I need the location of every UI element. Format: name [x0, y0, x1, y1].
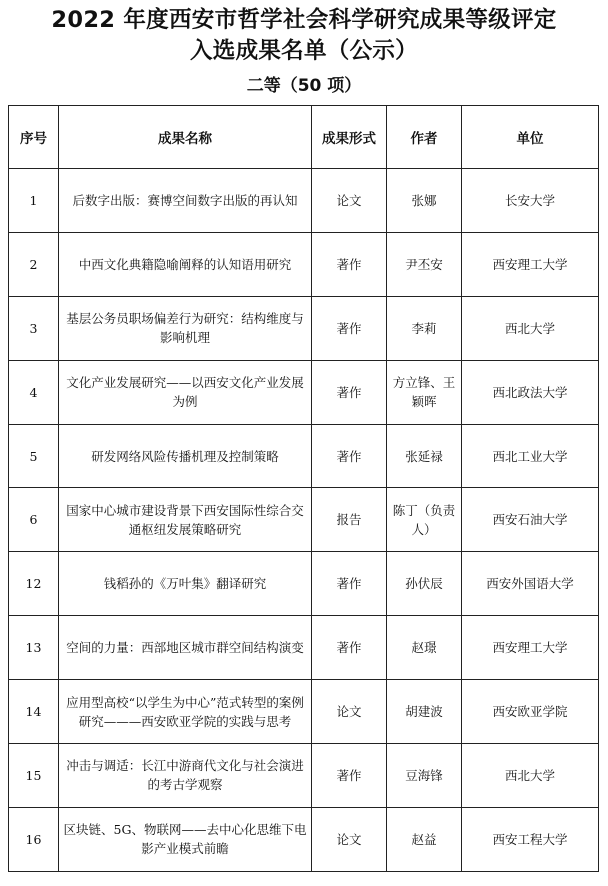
result-form: 报告	[312, 488, 387, 552]
result-form: 论文	[312, 807, 387, 871]
result-form: 著作	[312, 744, 387, 808]
result-author: 赵璟	[387, 616, 462, 680]
result-author: 孙伏辰	[387, 552, 462, 616]
result-unit: 西安工程大学	[462, 807, 599, 871]
result-unit: 西北大学	[462, 744, 599, 808]
result-name: 钱稻孙的《万叶集》翻译研究	[59, 552, 312, 616]
table-row	[9, 552, 599, 616]
row-number: 5	[9, 424, 59, 488]
result-name: 空间的力量：西部地区城市群空间结构演变	[59, 616, 312, 680]
result-name: 应用型高校“以学生为中心”范式转型的案例研究———西安欧亚学院的实践与思考	[59, 680, 312, 744]
row-number: 6	[9, 488, 59, 552]
result-unit: 西安外国语大学	[462, 552, 599, 616]
row-number: 1	[9, 169, 59, 233]
table-row	[9, 232, 599, 296]
row-number: 2	[9, 232, 59, 296]
table-row	[9, 360, 599, 424]
table-row	[9, 680, 599, 744]
result-name: 基层公务员职场偏差行为研究：结构维度与影响机理	[59, 296, 312, 360]
result-name: 后数字出版：赛博空间数字出版的再认知	[59, 169, 312, 233]
row-number: 12	[9, 552, 59, 616]
result-unit: 西安理工大学	[462, 616, 599, 680]
row-number: 13	[9, 616, 59, 680]
table-row	[9, 296, 599, 360]
result-form: 论文	[312, 169, 387, 233]
result-unit: 西安理工大学	[462, 232, 599, 296]
result-form: 著作	[312, 360, 387, 424]
page-subtitle: 二等（50 项）	[246, 76, 362, 96]
results-table	[8, 105, 599, 872]
result-unit: 西北大学	[462, 296, 599, 360]
result-form: 著作	[312, 424, 387, 488]
column-header-author: 作者	[387, 106, 462, 169]
result-unit: 西安欧亚学院	[462, 680, 599, 744]
table-header-row	[9, 106, 599, 169]
table-row	[9, 169, 599, 233]
row-number: 14	[9, 680, 59, 744]
column-header-number: 序号	[9, 106, 59, 169]
result-form: 著作	[312, 552, 387, 616]
result-author: 李莉	[387, 296, 462, 360]
page-title: 2022 年度西安市哲学社会科学研究成果等级评定	[51, 7, 557, 33]
result-author: 豆海锋	[387, 744, 462, 808]
column-header-form: 成果形式	[312, 106, 387, 169]
result-author: 尹丕安	[387, 232, 462, 296]
result-unit: 西北政法大学	[462, 360, 599, 424]
column-header-name: 成果名称	[59, 106, 312, 169]
result-author: 胡建波	[387, 680, 462, 744]
result-form: 著作	[312, 296, 387, 360]
result-name: 文化产业发展研究——以西安文化产业发展为例	[59, 360, 312, 424]
result-form: 著作	[312, 232, 387, 296]
result-name: 研发网络风险传播机理及控制策略	[59, 424, 312, 488]
result-author: 张延禄	[387, 424, 462, 488]
table-row	[9, 488, 599, 552]
result-form: 论文	[312, 680, 387, 744]
table-row	[9, 616, 599, 680]
result-author: 陈丁（负责人）	[387, 488, 462, 552]
result-name: 冲击与调适：长江中游商代文化与社会演进的考古学观察	[59, 744, 312, 808]
result-unit: 西北工业大学	[462, 424, 599, 488]
result-unit: 西安石油大学	[462, 488, 599, 552]
result-name: 中西文化典籍隐喻阐释的认知语用研究	[59, 232, 312, 296]
page-title-line2: 入选成果名单（公示）	[189, 38, 418, 64]
row-number: 15	[9, 744, 59, 808]
table-row	[9, 424, 599, 488]
table-row	[9, 744, 599, 808]
result-author: 张娜	[387, 169, 462, 233]
result-form: 著作	[312, 616, 387, 680]
column-header-unit: 单位	[462, 106, 599, 169]
row-number: 16	[9, 807, 59, 871]
result-unit: 长安大学	[462, 169, 599, 233]
row-number: 4	[9, 360, 59, 424]
row-number: 3	[9, 296, 59, 360]
result-author: 方立锋、王颖晖	[387, 360, 462, 424]
result-name: 区块链、5G、物联网——去中心化思维下电影产业模式前瞻	[59, 807, 312, 871]
result-author: 赵益	[387, 807, 462, 871]
table-row	[9, 807, 599, 871]
result-name: 国家中心城市建设背景下西安国际性综合交通枢纽发展策略研究	[59, 488, 312, 552]
